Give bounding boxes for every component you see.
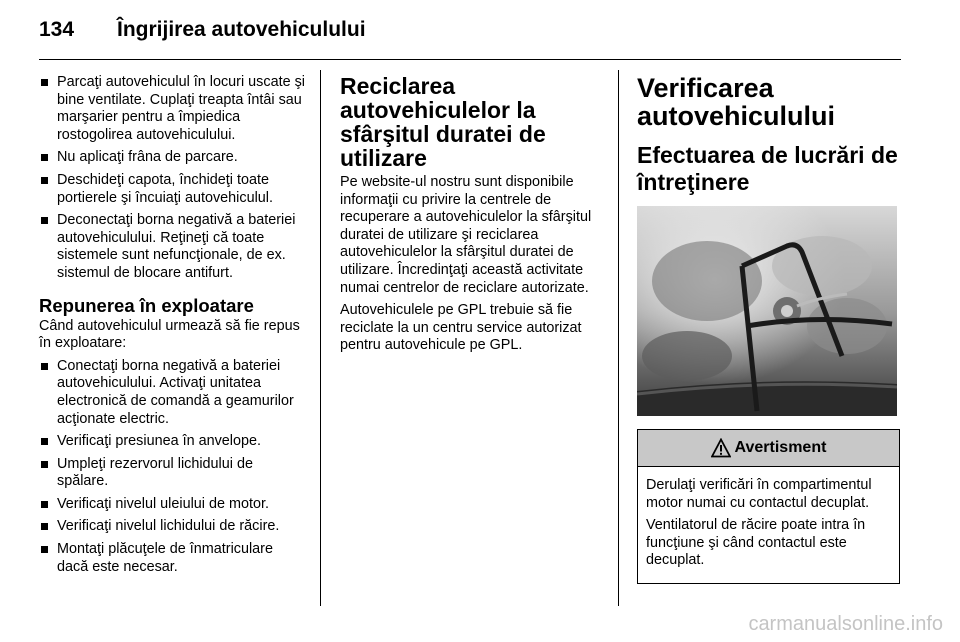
list-item: Parcaţi autovehiculul în locuri uscate şi bine ventilate. Cuplaţi treapta întâi sau marşarier pentru a împiedica rostogolirea autovehiculului. <box>39 74 307 144</box>
list-item: Umpleţi rezervorul lichidului de spălare. <box>39 456 307 491</box>
list-item: Verificaţi nivelul lichidului de răcire. <box>39 518 307 536</box>
warning-header <box>638 430 899 467</box>
section-heading-recycling: Reciclarea autovehiculelor la sfârşitul duratei de utilizare <box>340 73 546 171</box>
section-intro: Când autovehiculul urmează să fie repus în exploatare: <box>39 317 300 352</box>
warning-paragraph: Ventilatorul de răcire poate intra în funcţiune şi când contactul este decuplat. <box>646 517 866 569</box>
paragraph: Pe website-ul nostru sunt disponibile informaţii cu privire la centrele de recuperare a autovehiculelor la sfârşitul duratei de utilizare şi reciclarea autovehiculelor la sfârşitul duratei de utilizare. Încredinţaţi această activitate numai centrelor de reciclare autorizate. <box>340 174 592 296</box>
bullet-list-parking <box>39 74 307 283</box>
column-left <box>39 74 307 581</box>
paragraph: Autovehiculele pe GPL trebuie să fie reciclate la un centru service autorizat pentru autovehicule pe GPL. <box>340 302 582 354</box>
page-header-title: Îngrijirea autovehiculului <box>117 18 366 41</box>
list-item: Nu aplicaţi frâna de parcare. <box>39 149 307 167</box>
warning-triangle-icon <box>711 438 731 458</box>
list-item: Verificaţi presiunea în anvelope. <box>39 433 307 451</box>
engine-compartment-photo <box>637 206 897 416</box>
watermark-text: carmanualsonline.info <box>748 613 943 635</box>
list-item: Conectaţi borna negativă a bateriei autovehiculului. Activaţi unitatea electronică de comandă a geamurilor acţionate electric. <box>39 358 307 428</box>
section-heading-recommissioning: Repunerea în exploatare <box>39 294 254 316</box>
header-rule <box>39 59 901 60</box>
list-item: Verificaţi nivelul uleiului de motor. <box>39 496 307 514</box>
chapter-heading: Verificarea autovehiculului <box>637 73 836 131</box>
list-item: Deschideţi capota, închideţi toate portierele şi încuiaţi autovehiculul. <box>39 172 307 207</box>
warning-box <box>637 429 900 584</box>
column-middle <box>340 74 606 360</box>
bullet-list-recommissioning <box>39 358 307 577</box>
column-divider <box>320 70 321 606</box>
list-item: Deconectaţi borna negativă a bateriei autovehiculului. Reţineţi că toate sistemele sunt nefuncţionale, de ex. sistemul de blocare antifurt. <box>39 212 307 282</box>
column-divider <box>618 70 619 606</box>
warning-title: Avertisment <box>734 439 827 456</box>
warning-body <box>638 467 899 583</box>
page-number: 134 <box>39 18 75 41</box>
section-heading-maintenance: Efectuarea de lucrări de întreţinere <box>637 142 898 195</box>
column-right <box>637 74 902 584</box>
list-item: Montaţi plăcuţele de înmatriculare dacă este necesar. <box>39 541 307 576</box>
warning-paragraph: Derulaţi verificări în compartimentul motor numai cu contactul decuplat. <box>646 477 872 511</box>
